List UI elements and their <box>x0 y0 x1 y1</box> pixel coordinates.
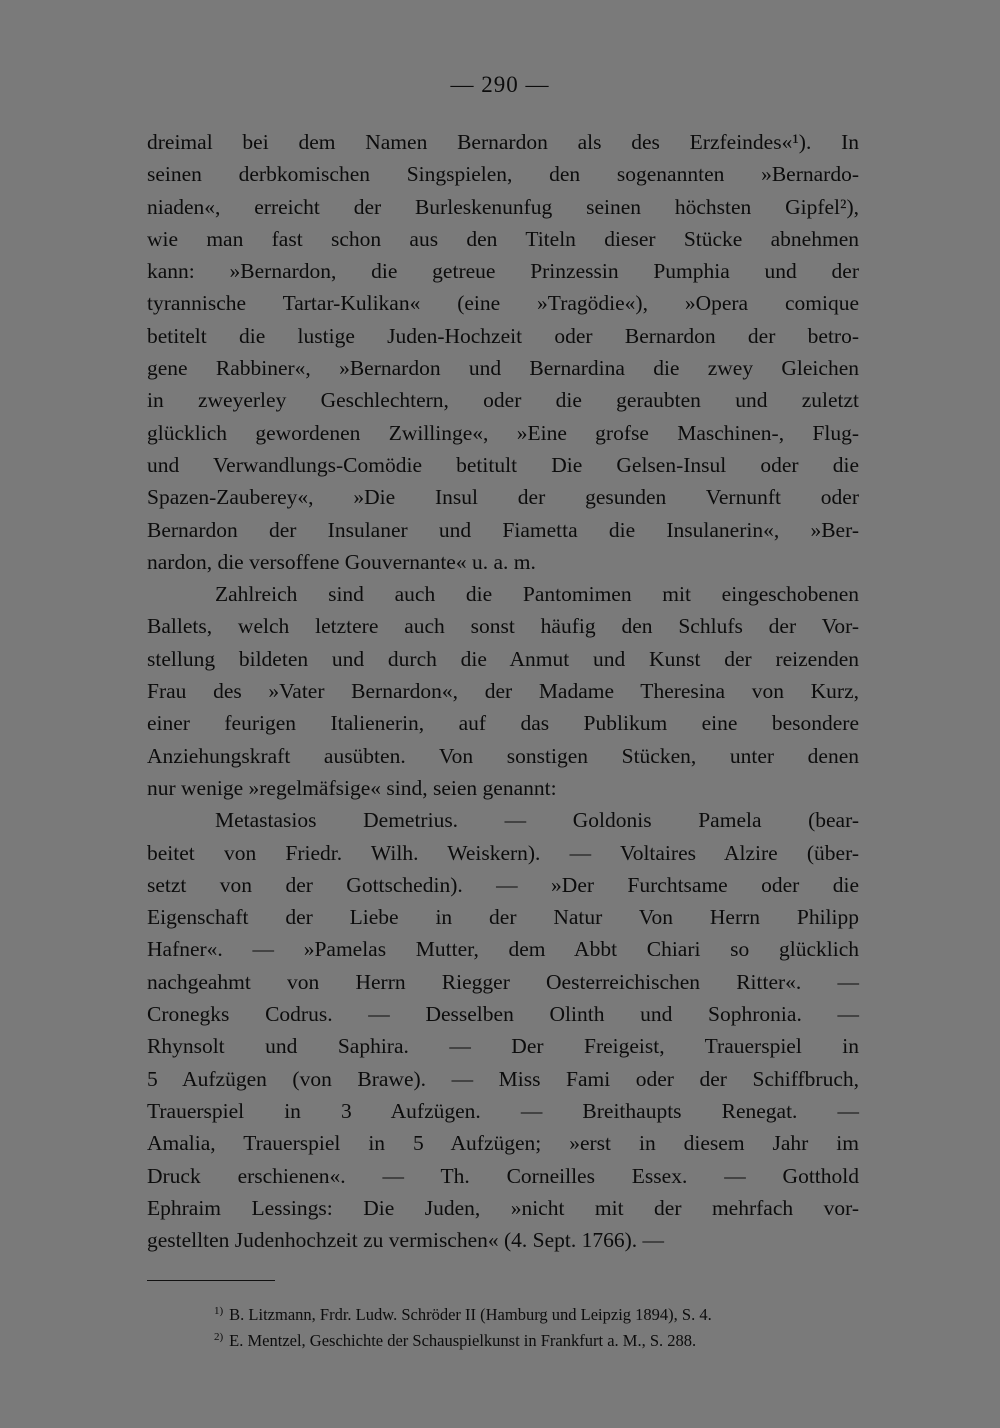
footnote <box>214 1300 864 1326</box>
text-line: Ephraim Lessings: Die Juden, »nicht mit der mehrfach vor- <box>147 1195 859 1220</box>
text-line: 5 Aufzügen (von Brawe). — Miss Fami oder der Schiffbruch, <box>147 1066 859 1091</box>
text-line: Frau des »Vater Bernardon«, der Madame Theresina von Kurz, <box>147 679 859 704</box>
text-line: glücklich gewordenen Zwillinge«, »Eine grofse Maschinen-, Flug- <box>147 420 859 445</box>
page-number: — 290 — <box>450 72 550 97</box>
text-line: Amalia, Trauerspiel in 5 Aufzügen; »erst in diesem Jahr im <box>147 1131 859 1156</box>
text-line: tyrannische Tartar-Kulikan« (eine »Tragödie«), »Opera comique <box>147 291 859 316</box>
text-line: nachgeahmt von Herrn Riegger Oesterreichischen Ritter«. — <box>147 969 859 994</box>
text-line: wie man fast schon aus den Titeln dieser Stücke abnehmen <box>147 226 859 251</box>
text-line: nardon, die versoffene Gouvernante« u. a. m. <box>147 549 536 574</box>
text-line: Rhynsolt und Saphira. — Der Freigeist, Trauerspiel in <box>147 1034 859 1059</box>
text-line: Bernardon der Insulaner und Fiametta die Insulanerin«, »Ber- <box>147 517 859 542</box>
text-line: Cronegks Codrus. — Desselben Olinth und Sophronia. — <box>147 1002 859 1027</box>
text-line: setzt von der Gottschedin). — »Der Furchtsame oder die <box>147 872 859 897</box>
text-line: dreimal bei dem Namen Bernardon als des Erzfeindes«¹). In <box>147 130 859 154</box>
footnote-mark: 2) <box>214 1331 224 1343</box>
text-line: gene Rabbiner«, »Bernardon und Bernardina die zwey Gleichen <box>147 356 859 381</box>
footnote-text: B. Litzmann, Frdr. Ludw. Schröder II (Hamburg und Leipzig 1894), S. 4. <box>229 1305 712 1324</box>
text-line: nur wenige »regelmäfsige« sind, seien genannt: <box>147 775 557 800</box>
text-line: kann: »Bernardon, die getreue Prinzessin Pumphia und der <box>147 259 859 284</box>
footnote-mark: 1) <box>214 1305 224 1317</box>
text-line: Ballets, welch letztere auch sonst häufig den Schlufs der Vor- <box>147 614 859 639</box>
text-line: Druck erschienen«. — Th. Corneilles Essex. — Gotthold <box>147 1163 859 1188</box>
footnotes <box>214 1300 864 1352</box>
text-line: Metastasios Demetrius. — Goldonis Pamela (bear- <box>215 808 859 833</box>
text-line: einer feurigen Italienerin, auf das Publikum eine besondere <box>147 711 859 736</box>
text-line: in zweyerley Geschlechtern, oder die geraubten und zuletzt <box>147 388 859 413</box>
text-line: gestellten Judenhochzeit zu vermischen« (4. Sept. 1766). — <box>147 1228 665 1253</box>
text-line: niaden«, erreicht der Burleskenunfug seinen höchsten Gipfel²), <box>147 194 859 219</box>
text-line: Spazen-Zauberey«, »Die Insul der gesunden Vernunft oder <box>147 485 859 510</box>
text-line: seinen derbkomischen Singspielen, den sogenannten »Bernardo- <box>147 162 859 187</box>
footnote <box>214 1326 864 1352</box>
text-line: stellung bildeten und durch die Anmut und Kunst der reizenden <box>147 646 859 671</box>
footnote-text: E. Mentzel, Geschichte der Schauspielkunst in Frankfurt a. M., S. 288. <box>229 1331 697 1350</box>
text-line: Zahlreich sind auch die Pantomimen mit eingeschobenen <box>215 582 859 607</box>
text-line: Anziehungskraft ausübten. Von sonstigen Stücken, unter denen <box>147 743 859 768</box>
text-line: beitet von Friedr. Wilh. Weiskern). — Voltaires Alzire (über- <box>147 840 859 865</box>
text-line: betitelt die lustige Juden-Hochzeit oder Bernardon der betro- <box>147 323 859 348</box>
text-line: und Verwandlungs-Comödie betitult Die Gelsen-Insul oder die <box>147 452 859 477</box>
text-line: Hafner«. — »Pamelas Mutter, dem Abbt Chiari so glücklich <box>147 937 859 962</box>
footnote-divider <box>147 1280 275 1281</box>
text-line: Eigenschaft der Liebe in der Natur Von Herrn Philipp <box>147 905 859 930</box>
text-line: Trauerspiel in 3 Aufzügen. — Breithaupts Renegat. — <box>147 1098 859 1123</box>
body-text <box>147 126 859 1256</box>
